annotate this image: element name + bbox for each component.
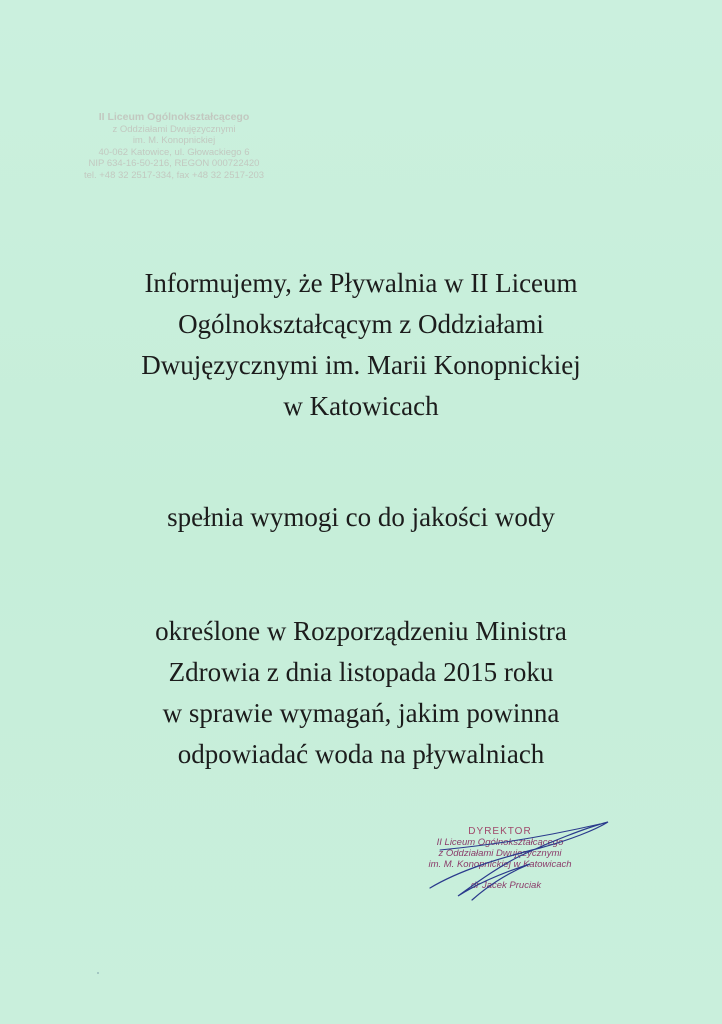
signature-icon (410, 810, 620, 910)
director-stamp-line: z Oddziałami Dwujęzycznymi (438, 848, 562, 859)
text-line: spełnia wymogi co do jakości wody (167, 502, 555, 532)
school-stamp-line: II Liceum Ogólnokształcącego (98, 111, 250, 123)
text-line: w sprawie wymagań, jakim powinna (162, 698, 560, 728)
text-line: Zdrowia z dnia listopada 2015 roku (168, 657, 554, 687)
compliance-paragraph (0, 497, 722, 538)
director-stamp-line: II Liceum Ogólnokształcącego (436, 837, 564, 848)
director-title: DYREKTOR (468, 826, 532, 837)
text-line: w Katowicach (283, 391, 439, 421)
intro-paragraph (0, 263, 722, 427)
director-name: dr Jacek Pruciak (470, 880, 542, 891)
text-line: Dwujęzycznymi im. Marii Konopnickiej (141, 350, 581, 380)
text-line: określone w Rozporządzeniu Ministra (155, 616, 567, 646)
school-stamp-line: 40-062 Katowice, ul. Głowackiego 6 (98, 146, 250, 158)
text-line: odpowiadać woda na pływalniach (177, 739, 545, 769)
director-stamp-line: im. M. Konopnickiej w Katowicach (428, 859, 572, 870)
school-stamp (44, 112, 304, 181)
school-stamp-line: z Oddziałami Dwujęzycznymi (112, 123, 236, 135)
school-stamp-line: im. M. Konopnickiej (132, 135, 216, 146)
regulation-paragraph (0, 611, 722, 775)
school-stamp-line: tel. +48 32 2517-334, fax +48 32 2517-203 (83, 169, 265, 181)
text-line: Ogólnokształcącym z Oddziałami (178, 309, 544, 339)
school-stamp-line: NIP 634-16-50-216, REGON 000722420 (88, 158, 260, 169)
text-line: Informujemy, że Pływalnia w II Liceum (144, 268, 578, 298)
speck (97, 972, 99, 974)
